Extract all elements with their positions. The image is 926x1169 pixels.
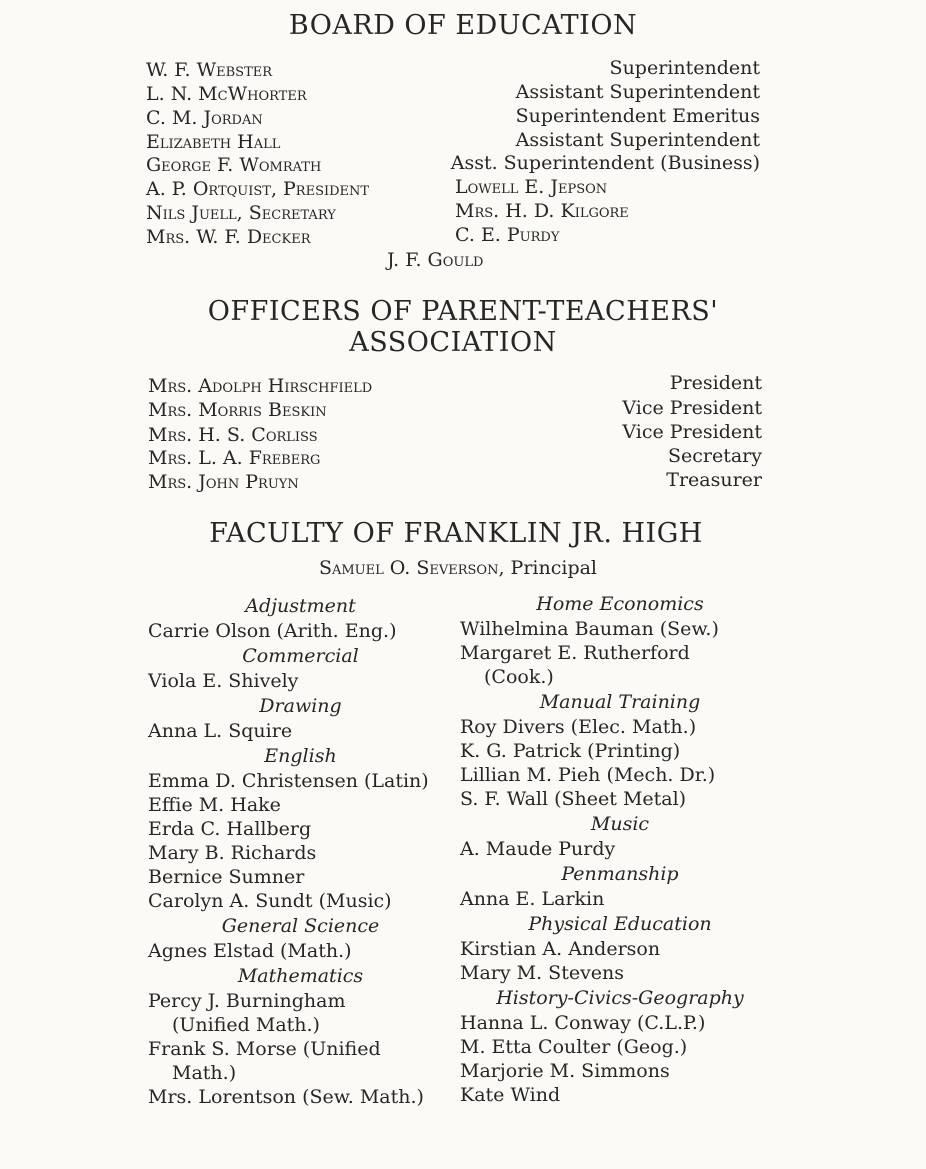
pta-title-line2: ASSOCIATION <box>349 327 557 358</box>
faculty-department: Music <box>590 813 650 835</box>
pta-officer-name: Mrs. Morris Beskin <box>148 399 327 421</box>
board-officer-role: Assistant Superintendent <box>515 129 760 151</box>
board-officer-name: W. F. Webster <box>146 59 273 81</box>
faculty-department: Mathematics <box>237 965 364 987</box>
faculty-member: Math.) <box>172 1062 237 1084</box>
faculty-member: Wilhelmina Bauman (Sew.) <box>460 618 719 640</box>
faculty-member: Kirstian A. Anderson <box>460 938 661 960</box>
principal-title: Principal <box>510 557 598 579</box>
faculty-member: Effie M. Hake <box>148 794 281 816</box>
pta-officer-role: Treasurer <box>666 469 762 491</box>
faculty-department: Commercial <box>242 645 359 667</box>
board-member: Mrs. W. F. Decker <box>146 226 311 248</box>
faculty-member: K. G. Patrick (Printing) <box>460 740 681 762</box>
board-officer-name: L. N. McWhorter <box>146 83 307 105</box>
faculty-department: General Science <box>221 915 380 937</box>
faculty-member: Percy J. Burningham <box>148 990 346 1012</box>
faculty-member: Bernice Sumner <box>148 866 305 888</box>
pta-title: OFFICERS OF PARENT-TEACHERS' <box>207 296 719 327</box>
principal-line <box>0 556 916 580</box>
board-officer-name: C. M. Jordan <box>146 107 263 129</box>
faculty-department: Penmanship <box>561 863 679 885</box>
board-title: BOARD OF EDUCATION <box>288 10 638 41</box>
pta-officer-name: Mrs. John Pruyn <box>148 471 299 493</box>
faculty-member: Mary B. Richards <box>148 842 317 864</box>
board-officer-role: Superintendent Emeritus <box>515 105 760 127</box>
board-officer-role: Asst. Superintendent (Business) <box>450 152 760 174</box>
pta-officer-role: Vice President <box>622 421 762 443</box>
faculty-department: English <box>264 745 337 767</box>
board-member: Mrs. H. D. Kilgore <box>455 200 629 222</box>
faculty-member: Margaret E. Rutherford <box>460 642 690 664</box>
faculty-member: Emma D. Christensen (Latin) <box>148 770 429 792</box>
faculty-member: Lillian M. Pieh (Mech. Dr.) <box>460 764 716 786</box>
faculty-department: Drawing <box>259 695 342 717</box>
pta-officer-role: President <box>669 372 762 394</box>
faculty-member: Carolyn A. Sundt (Music) <box>148 890 392 912</box>
faculty-member: Frank S. Morse (Unified <box>148 1038 381 1060</box>
pta-officer-name: Mrs. H. S. Corliss <box>148 424 318 446</box>
board-member: C. E. Purdy <box>455 224 560 246</box>
board-member: A. P. Ortquist, President <box>146 178 370 200</box>
faculty-department: Physical Education <box>528 913 712 935</box>
faculty-member: Viola E. Shively <box>148 670 299 692</box>
board-officer-role: Superintendent <box>609 57 760 79</box>
faculty-department: Adjustment <box>245 595 356 617</box>
faculty-member: Anna E. Larkin <box>460 888 605 910</box>
faculty-member: M. Etta Coulter (Geog.) <box>460 1036 688 1058</box>
faculty-member: S. F. Wall (Sheet Metal) <box>460 788 687 810</box>
faculty-department: Manual Training <box>539 691 701 713</box>
faculty-member: Mary M. Stevens <box>460 962 625 984</box>
faculty-member: Erda C. Hallberg <box>148 818 312 840</box>
faculty-member: Marjorie M. Simmons <box>460 1060 670 1082</box>
faculty-department: History-Civics-Geography <box>496 987 744 1009</box>
pta-officer-role: Secretary <box>667 445 762 467</box>
faculty-member: Kate Wind <box>460 1084 561 1106</box>
pta-officer-name: Mrs. Adolph Hirschfield <box>148 375 373 397</box>
faculty-member: Roy Divers (Elec. Math.) <box>460 716 697 738</box>
faculty-member: Agnes Elstad (Math.) <box>148 940 352 962</box>
faculty-member: Carrie Olson (Arith. Eng.) <box>148 620 397 642</box>
board-officer-name: George F. Womrath <box>146 154 322 176</box>
board-member: Lowell E. Jepson <box>455 176 608 198</box>
faculty-left-column <box>148 593 453 1109</box>
pta-officer-role: Vice President <box>622 397 762 419</box>
faculty-right-column <box>460 591 780 1107</box>
faculty-member: Mrs. Lorentson (Sew. Math.) <box>148 1086 424 1108</box>
pta-officer-name: Mrs. L. A. Freberg <box>148 447 321 469</box>
board-member: Nils Juell, Secretary <box>146 202 336 224</box>
faculty-department: Home Economics <box>536 593 704 615</box>
board-officer-name: Elizabeth Hall <box>146 131 281 153</box>
faculty-title: FACULTY OF FRANKLIN JR. HIGH <box>209 518 703 549</box>
principal-name: Samuel O. Severson, <box>318 557 505 579</box>
faculty-member: Hanna L. Conway (C.L.P.) <box>460 1012 706 1034</box>
board-member: J. F. Gould <box>387 249 484 271</box>
faculty-member: (Unified Math.) <box>172 1014 320 1036</box>
faculty-member: A. Maude Purdy <box>460 838 616 860</box>
faculty-member: (Cook.) <box>484 666 554 688</box>
faculty-member: Anna L. Squire <box>148 720 293 742</box>
board-officer-role: Assistant Superintendent <box>515 81 760 103</box>
